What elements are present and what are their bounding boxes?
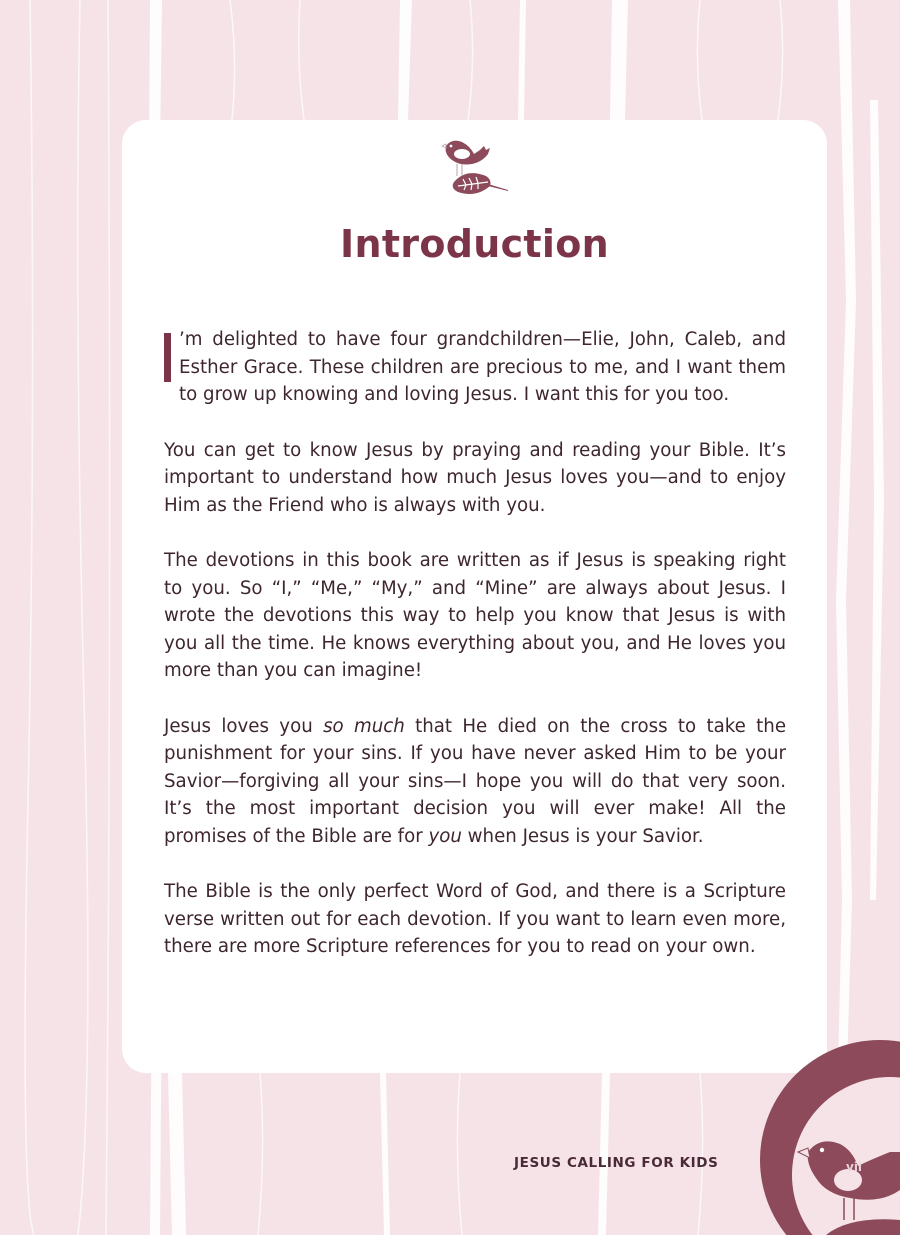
drop-cap bbox=[164, 333, 171, 382]
paragraph-2: You can get to know Jesus by praying and reading your Bible. It’s important to understand how much Jesus loves you—and to enjoy Him as the Friend who is always with you. bbox=[164, 439, 786, 516]
paragraph-4-text-c: when Jesus is your Savior. bbox=[461, 825, 704, 847]
body-text bbox=[164, 326, 786, 989]
paragraph-1 bbox=[164, 326, 786, 409]
emphasis-you: you bbox=[428, 825, 462, 847]
emphasis-so-much: so much bbox=[323, 715, 405, 737]
paragraph-1-text: ’m delighted to have four grandchildren—Elie, John, Caleb, and Esther Grace. These children are precious to me, and I want them to grow up knowing and loving Jesus. I want this for you too. bbox=[179, 329, 786, 405]
page-title: Introduction bbox=[340, 222, 609, 266]
paragraph-4-text-a: Jesus loves you bbox=[164, 715, 324, 737]
bird-on-leaf-icon bbox=[436, 138, 512, 204]
book-title-footer: JESUS CALLING FOR KIDS bbox=[514, 1155, 719, 1171]
paragraph-4-text-b: that He died on the cross to take the punishment for your sins. If you have never asked Him to be your Savior—forgiving all your sins—I hope you will do that very soon. It’s the most important decision you will ever make! All the promises of the Bible are for bbox=[164, 715, 787, 847]
page-number: vii bbox=[846, 1160, 863, 1174]
paragraph-3: The devotions in this book are written as if Jesus is speaking right to you. So “I,” “Me,” “My,” and “Mine” are always about Jesus. I wrote the devotions this way to help you know that Jesus is with you all the time. He knows everything about you, and He loves you more than you can imagine! bbox=[164, 550, 786, 681]
paragraph-5: The Bible is the only perfect Word of God, and there is a Scripture verse written out for each devotion. If you want to learn even more, there are more Scripture references for you to read on your own. bbox=[164, 881, 786, 957]
bird-in-circle-icon bbox=[740, 1040, 900, 1235]
paragraph-4 bbox=[164, 713, 786, 851]
